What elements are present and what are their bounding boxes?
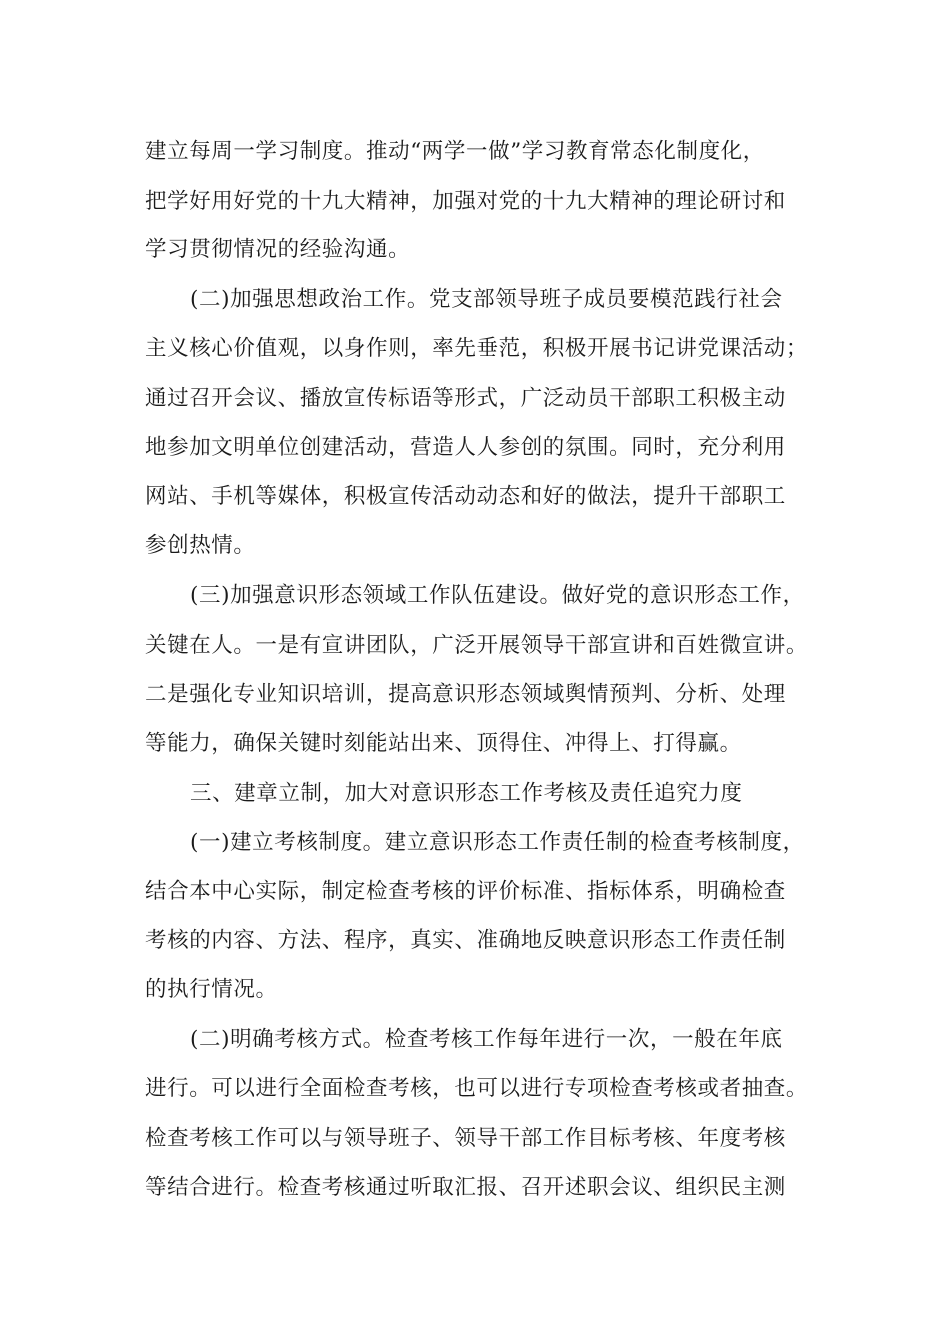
text-line: 通过召开会议、播放宣传标语等形式，广泛动员干部职工积极主动 [145,386,786,411]
text-line: 关键在人。一是有宣讲团队，广泛开展领导干部宣讲和百姓微宣讲。 [145,633,809,658]
text-line: (二)加强思想政治工作。党支部领导班子成员要模范践行社会 [190,287,783,312]
text-line: (一)建立考核制度。建立意识形态工作责任制的检查考核制度， [190,830,805,855]
text-line: 把学好用好党的十九大精神，加强对党的十九大精神的理论研讨和 [145,189,786,214]
text-line: (二)明确考核方式。检查考核工作每年进行一次，一般在年底 [190,1027,783,1052]
text-line: 网站、手机等媒体，积极宣传活动动态和好的做法，提升干部职工 [145,484,786,509]
text-line: 地参加文明单位创建活动，营造人人参创的氛围。同时，充分利用 [145,435,786,460]
text-line: 等能力，确保关键时刻能站出来、顶得住、冲得上、打得赢。 [145,731,742,756]
text-line: 学习贯彻情况的经验沟通。 [145,237,411,262]
text-line: 进行。可以进行全面检查考核，也可以进行专项检查考核或者抽查。 [145,1076,809,1101]
text-line: 主义核心价值观，以身作则，率先垂范，积极开展书记讲党课活动； [145,336,809,361]
text-line: 考核的内容、方法、程序，真实、准确地反映意识形态工作责任制 [145,928,786,953]
text-line: 检查考核工作可以与领导班子、领导干部工作目标考核、年度考核 [145,1126,786,1151]
text-line: 结合本中心实际，制定检查考核的评价标准、指标体系，明确检查 [145,879,786,904]
text-line: 建立每周一学习制度。推动“两学一做”学习教育常态化制度化， [145,139,765,164]
text-line: 二是强化专业知识培训，提高意识形态领域舆情预判、分析、处理 [145,682,786,707]
text-line: (三)加强意识形态领域工作队伍建设。做好党的意识形态工作， [190,583,805,608]
text-line: 等结合进行。检查考核通过听取汇报、召开述职会议、组织民主测 [145,1175,786,1200]
text-line: 的执行情况。 [145,977,278,1002]
section-heading: 三、建章立制，加大对意识形态工作考核及责任追究力度 [190,781,743,806]
text-line: 参创热情。 [145,533,256,558]
